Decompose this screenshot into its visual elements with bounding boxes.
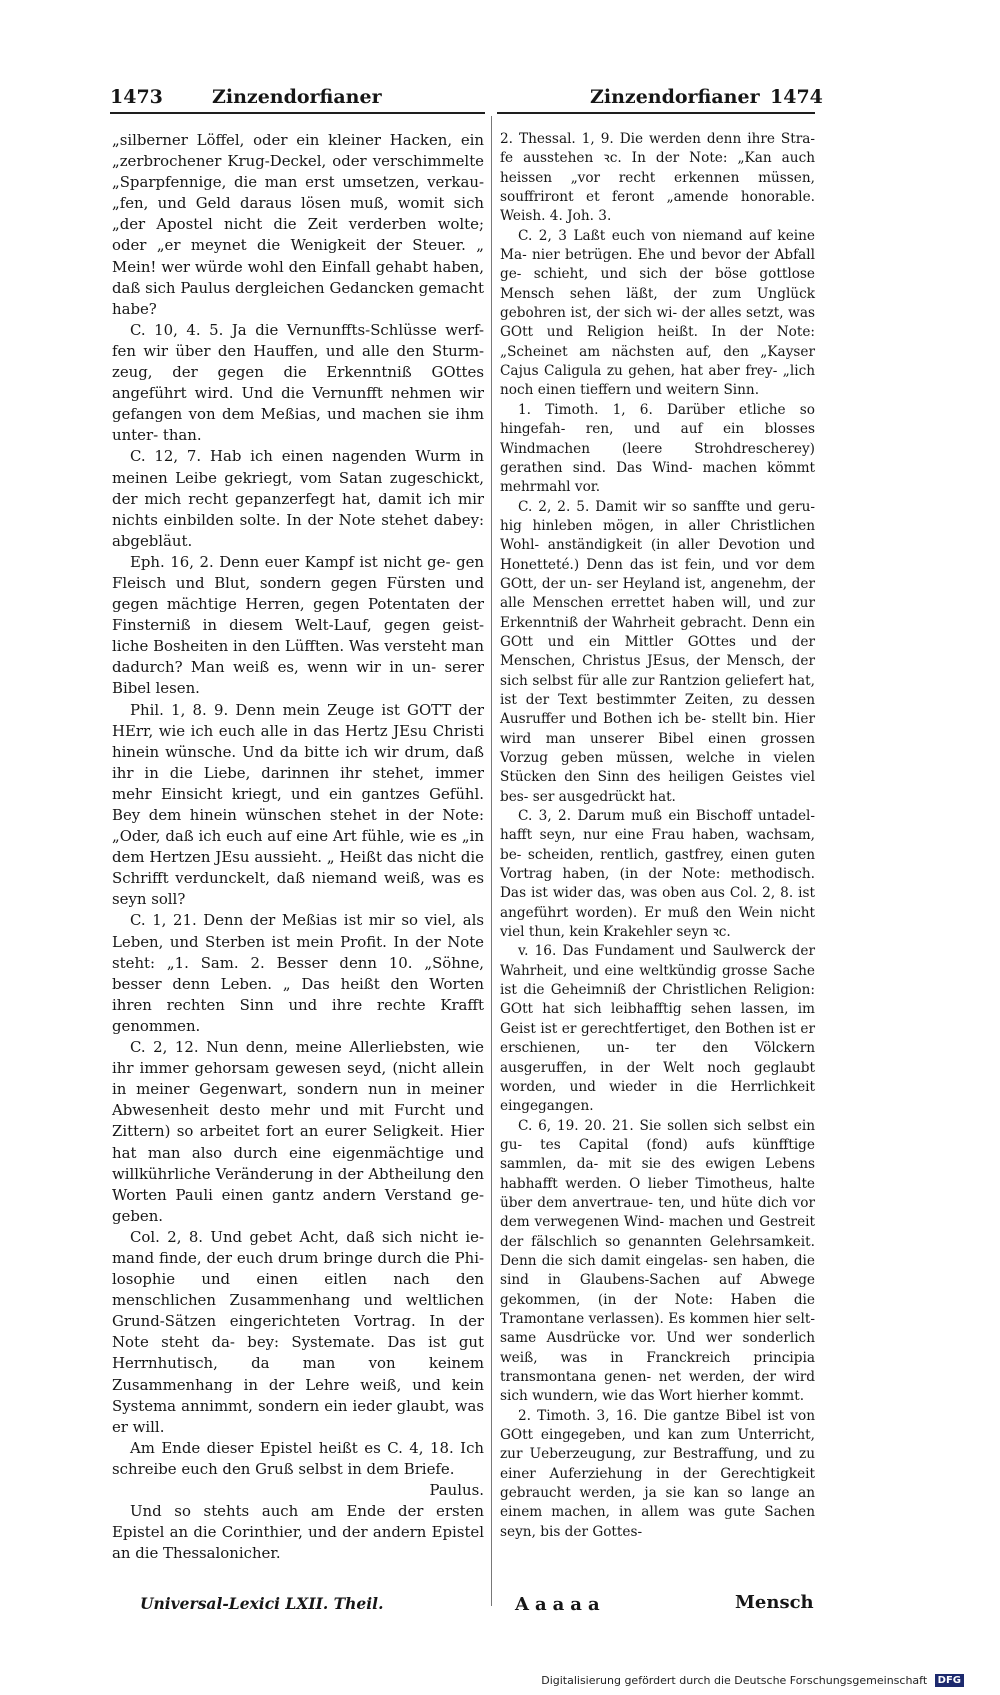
right-column-paragraph: v. 16. Das Fundament und Saulwerck der Wahrheit, und eine weltkündig grosse Sache ist die Geheimniß der Christlichen Religion: GOtt hat sich leibhafftig sehen lassen, im Geist ist er gerechtfertiget, den Bothen ist er erschienen, un- ter den Völckern ausgeruffen, in der Welt noch geglaubt worden, und wieder in die Herrlichkeit eingegangen. <box>500 943 815 1115</box>
right-column-paragraph: C. 2, 2. 5. Damit wir so sanffte und geru- hig hinleben mögen, in aller Christlichen Wohl- anständigkeit (in aller Devotion und Honetteté.) Denn das ist fein, und vor dem GOtt, der un- ser Heyland ist, angenehm, der alle Menschen errettet haben will, und zur Erkenntniß der Wahrheit gebracht. Denn ein GOtt und ein Mittler GOttes und der Menschen, Christus JEsus, der Mensch, der sich selbst für alle zur Rantzion geliefert hat, ist der Text bestimmter Zeiten, zu dessen Ausruffer und Bothen ich be- stellt bin. Hier wird man unserer Bibel einen grossen Vorzug geben müssen, welche in vielen Stücken den Sinn des heiligen Geistes viel bes- ser ausgedrückt hat. <box>500 498 815 805</box>
left-column-paragraph: Und so stehts auch am Ende der ersten Epistel an die Corinthier, und der andern Epistel an die Thessalonicher. <box>112 1502 484 1563</box>
left-column-paragraph: C. 1, 21. Denn der Meßias ist mir so viel, als Leben, und Sterben ist mein Profit. In der Note steht: „1. Sam. 2. Besser denn 10. „Söhne, besser denn Leben. „ Das heißt den Worten ihren rechten Sinn und ihre rechte Krafft genommen. <box>112 911 484 1035</box>
right-column-paragraph: C. 6, 19. 20. 21. Sie sollen sich selbst ein gu- tes Capital (fond) aufs künfftige sammlen, da- mit sie des ewigen Lebens habhafft werden. O lieber Timotheus, halte über dem anvertraue- ten, und hüte dich vor dem verwegenen Wind- machen und Gestreit der fälschlich so genannten Gelehrsamkeit. Denn die sich damit eingelas- sen haben, die sind in Glaubens-Sachen auf Abwege gekommen, (in der Note: Haben die Tramontane verlassen). Es kommen hier selt- same Ausdrücke vor. Und wer sonderlich weiß, was in Franckreich principia transmontana genen- net werden, der wird sich wundern, wie das Wort hierher kommt. <box>500 1117 815 1405</box>
left-column-paragraph: C. 10, 4. 5. Ja die Vernunffts-Schlüsse werf- fen wir über den Hauffen, und alle den Sturm- zeug, der gegen die Erkenntniß GOttes angeführt wird. Und die Vernunfft nehmen wir gefangen von dem Meßias, und machen sie ihm unter- than. <box>112 320 484 445</box>
left-column-paragraph: Am Ende dieser Epistel heißt es C. 4, 18. Ich schreibe euch den Gruß selbst in dem Briefe. <box>112 1438 484 1478</box>
signature-line: Universal-Lexici LXII. Theil. <box>140 1594 384 1613</box>
left-column-paragraph: Eph. 16, 2. Denn euer Kampf ist nicht ge- gen Fleisch und Blut, sondern gegen Fürsten und gegen mächtige Herren, gegen Potentaten der Finsterniß in diesem Welt-Lauf, gegen geist- liche Bosheiten in den Lüfften. Was versteht man dadurch? Man weiß es, wenn wir in un- serer Bibel lesen. <box>112 552 484 698</box>
left-page-number: 1473 <box>110 86 163 108</box>
dfg-logo: DFG <box>935 1674 964 1687</box>
right-text-column <box>500 130 815 1542</box>
right-header-rule <box>497 112 815 114</box>
digitization-credit <box>541 1674 964 1688</box>
right-column-paragraph: 2. Timoth. 3, 16. Die gantze Bibel ist von GOtt eingegeben, und kan zum Unterricht, zur Ueberzeugung, zur Bestraffung, und zu einer Auferziehung in der Gerechtigkeit gebraucht werden, ja sie kan so lange an einem machen, in allem was gute Sachen seyn, bis der Gottes- <box>500 1407 815 1540</box>
left-column-paragraph: Col. 2, 8. Und gebet Acht, daß sich nicht ie- mand finde, der euch drum bringe durch die Phi- losophie und einen eitlen nach den menschlichen Zusammenhang und weltlichen Grund-Sätzen eingerichteten Vortrag. In der Note steht da- bey: Systemate. Das ist gut Herrnhutisch, da man von keinem Zusammenhang in der Lehre weiß, und kein Systema annimmt, sondern ein ieder glaubt, was er will. <box>112 1227 484 1436</box>
digitization-note: Digitalisierung gefördert durch die Deutsche Forschungsgemeinschaft <box>541 1673 928 1687</box>
left-column-paragraph: C. 2, 12. Nun denn, meine Allerliebsten, wie ihr immer gehorsam gewesen seyd, (nicht allein in meiner Gegenwart, sondern nun in meiner Abwesenheit desto mehr und mit Furcht und Zittern) so arbeitet fort an eurer Seligkeit. Hier hat man also durch eine eigenmächtige und willkührliche Veränderung in der Abtheilung den Worten Pauli einen gantz andern Verstand ge- geben. <box>112 1038 484 1225</box>
right-page-number: 1474 <box>770 86 823 108</box>
left-text-column <box>112 130 484 1564</box>
left-column-paragraph: Paulus. <box>429 1481 484 1499</box>
left-column-paragraph: Phil. 1, 8. 9. Denn mein Zeuge ist GOTT der HErr, wie ich euch alle in das Hertz JEsu Christi hinein wünsche. Und da bitte ich wir drum, daß ihr in die Liebe, darinnen ihr stehet, immer mehr Einsicht kriegt, und ein gantzes Gefühl. Bey dem hinein wünschen stehet in der Note: „Oder, daß ich euch auf eine Art fühle, wie es „in dem Hertzen JEsu aussieht. „ Heißt das nicht die Schrifft verdunckelt, daß niemand weiß, was es seyn soll? <box>112 700 484 909</box>
signature-mark: Aaaaa <box>515 1594 606 1615</box>
left-column-paragraph: „silberner Löffel, oder ein kleiner Hacken, ein „zerbrochener Krug-Deckel, oder verschimmelte „Sparpfennige, die man erst umsetzen, verkau- „fen, und Geld daraus lösen muß, womit sich „der Apostel nicht die Zeit verderben wolte; oder „er meynet die Wenigkeit der Steuer. „ Mein! wer würde wohl den Einfall gehabt haben, daß sich Paulus dergleichen Gedancken gemacht habe? <box>112 131 484 318</box>
right-running-title: Zinzendorfianer <box>590 86 760 108</box>
left-column-paragraph: C. 12, 7. Hab ich einen nagenden Wurm in meinen Leibe gekriegt, vom Satan zugeschickt, der mich recht gepanzerfegt hat, damit ich mir nichts einbilden solte. In der Note stehet dabey: abgebläut. <box>112 447 484 550</box>
column-divider <box>491 116 492 1606</box>
right-column-paragraph: 2. Thessal. 1, 9. Die werden denn ihre Stra- fe ausstehen ꝛc. In der Note: „Kan auch heissen „vor recht erkennen müssen, souffriront et feront „amende honorable. Weish. 4. Joh. 3. <box>500 131 815 225</box>
left-running-title: Zinzendorfianer <box>212 86 382 108</box>
left-header-rule <box>110 112 485 114</box>
catchword: Mensch <box>735 1592 814 1613</box>
right-column-paragraph: C. 3, 2. Darum muß ein Bischoff untadel- hafft seyn, nur eine Frau haben, wachsam, be- scheiden, rentlich, gastfrey, einen guten Vortrag haben, (in der Note: methodisch. Das ist wider das, was oben aus Col. 2, 8. ist angeführt worden). Er muß den Wein nicht viel thun, kein Krakehler seyn ꝛc. <box>500 808 815 941</box>
right-column-paragraph: 1. Timoth. 1, 6. Darüber etliche so hingefah- ren, und auf ein blosses Windmachen (leere Strohdrescherey) gerathen sind. Das Wind- machen kömmt mehrmahl vor. <box>500 401 815 496</box>
right-column-paragraph: C. 2, 3 Laßt euch von niemand auf keine Ma- nier betrügen. Ehe und bevor der Abfall ge- schieht, und sich der böse gottlose Mensch sehen läßt, der zum Unglück gebohren ist, der sich wi- der alles setzt, was GOtt und Religion heißt. In der Note: „Scheinet am nächsten auf, den „Kayser Cajus Caligula zu gehen, hat aber frey- „lich noch einen tieffern und weitern Sinn. <box>500 227 815 399</box>
